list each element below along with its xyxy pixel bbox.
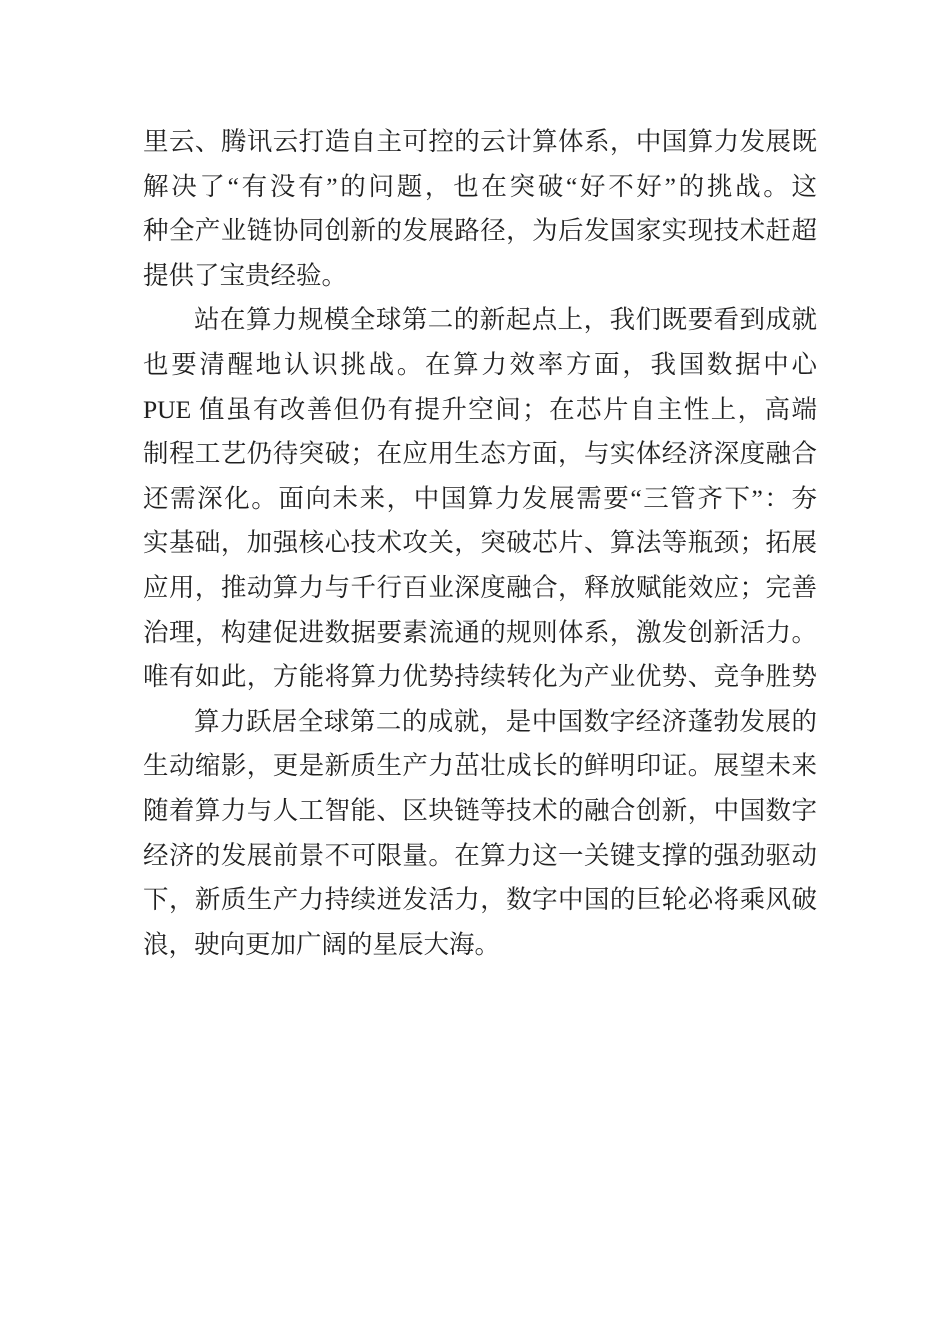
text-line: 还需深化。面向未来，中国算力发展需要“三管齐下”：夯 [143, 483, 817, 513]
text-line: 治理，构建促进数据要素流通的规则体系，激发创新活力。 [143, 617, 817, 647]
text-line: 种全产业链协同创新的发展路径，为后发国家实现技术赶超 [143, 216, 817, 246]
paragraph-2 [143, 298, 817, 699]
text-line: PUE 值虽有改善但仍有提升空间；在芯片自主性上，高端 [143, 394, 817, 424]
document-text-block [143, 120, 817, 967]
text-line: 实基础，加强核心技术攻关，突破芯片、算法等瓶颈；拓展 [143, 528, 817, 558]
text-line: 提供了宝贵经验。 [143, 260, 348, 290]
text-line: 下，新质生产力持续迸发活力，数字中国的巨轮必将乘风破 [143, 885, 817, 915]
text-line: 唯有如此，方能将算力优势持续转化为产业优势、竞争胜势 [143, 662, 817, 692]
text-line: 站在算力规模全球第二的新起点上，我们既要看到成就 [194, 305, 817, 335]
text-line: 应用，推动算力与千行百业深度融合，释放赋能效应；完善 [143, 572, 817, 602]
text-line: 随着算力与人工智能、区块链等技术的融合创新，中国数字 [143, 795, 817, 825]
text-line: 制程工艺仍待突破；在应用生态方面，与实体经济深度融合 [143, 439, 817, 469]
text-line: 也要清醒地认识挑战。在算力效率方面，我国数据中心 [143, 349, 817, 379]
text-line: 解决了“有没有”的问题，也在突破“好不好”的挑战。这 [143, 171, 817, 201]
paragraph-1 [143, 120, 817, 298]
paragraph-3 [143, 700, 817, 968]
text-line: 浪，驶向更加广阔的星辰大海。 [143, 929, 501, 959]
text-line: 里云、腾讯云打造自主可控的云计算体系，中国算力发展既 [143, 127, 817, 156]
text-line: 经济的发展前景不可限量。在算力这一关键支撑的强劲驱动 [143, 840, 817, 870]
text-line: 生动缩影，更是新质生产力茁壮成长的鲜明印证。展望未来 [143, 751, 817, 781]
text-line: 算力跃居全球第二的成就，是中国数字经济蓬勃发展的 [194, 706, 817, 736]
